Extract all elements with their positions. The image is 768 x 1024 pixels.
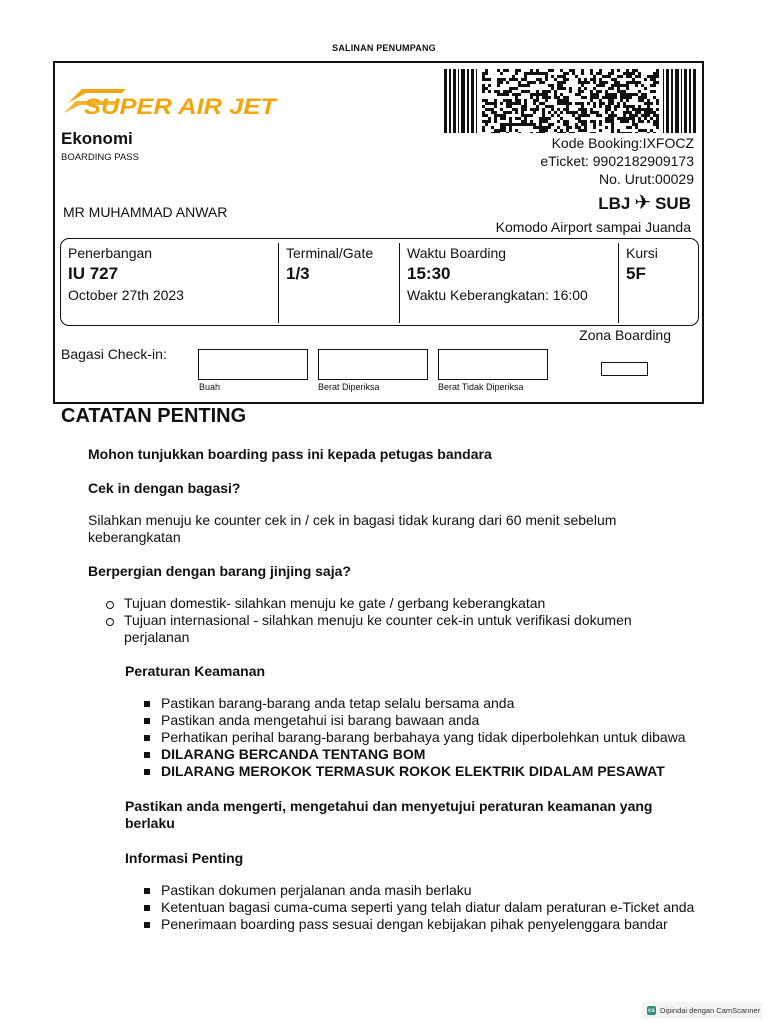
flight-label: Penerbangan	[68, 245, 153, 261]
info-heading: Informasi Penting	[125, 850, 244, 866]
cabin-baggage-list	[103, 595, 683, 646]
list-item: Perhatikan perihal barang-barang berbahaya yang tidak diperbolehkan untuk dibawa	[140, 729, 740, 746]
route	[598, 194, 691, 214]
checkin-text-line-2: keberangkatan	[88, 529, 181, 545]
checkin-text-line-1: Silahkan menuju ke counter cek in / cek in bagasi tidak kurang dari 60 menit sebelum	[88, 512, 617, 528]
cabin-baggage-heading: Berpergian dengan barang jinjing saja?	[88, 563, 351, 579]
baggage-pieces-label: Buah	[199, 382, 221, 392]
copy-label: SALINAN PENUMPANG	[332, 43, 436, 53]
boarding-time: 15:30	[407, 264, 451, 283]
seat-label: Kursi	[626, 245, 658, 261]
booking-code: Kode Booking:IXFOCZ	[551, 135, 694, 151]
notes-title: CATATAN PENTING	[61, 405, 247, 427]
list-item: Tujuan internasional - silahkan menuju ke counter cek-in untuk verifikasi dokumen perjalanan	[103, 612, 683, 646]
boarding-label: Waktu Boarding	[407, 245, 507, 261]
baggage-pieces-box	[198, 349, 308, 380]
svg-text:SUPER AIR JET: SUPER AIR JET	[84, 94, 278, 119]
baggage-unchecked-weight-box	[438, 349, 548, 380]
important-info-list	[140, 882, 695, 933]
flight-number: IU 727	[68, 264, 119, 283]
baggage-unchecked-weight-label: Berat Tidak Diperiksa	[438, 382, 524, 392]
booking-barcode	[444, 69, 696, 133]
checkin-heading: Cek in dengan bagasi?	[88, 480, 241, 496]
destination-code: SUB	[655, 194, 691, 213]
list-item: Tujuan domestik- silahkan menuju ke gate / gerbang keberangkatan	[103, 595, 683, 612]
flight-column	[61, 239, 277, 325]
gate-column	[279, 239, 398, 325]
eticket-number: eTicket: 9902182909173	[540, 153, 694, 169]
seat-column	[619, 239, 697, 325]
list-item: Ketentuan bagasi cuma-cuma seperti yang telah diatur dalam peraturan e-Ticket anda	[140, 899, 695, 916]
origin-code: LBJ	[598, 194, 631, 213]
list-item: DILARANG BERCANDA TENTANG BOM	[140, 746, 740, 763]
show-pass-note: Mohon tunjukkan boarding pass ini kepada petugas bandara	[88, 446, 492, 462]
gate-value: 1/3	[286, 264, 310, 283]
list-item: Pastikan dokumen perjalanan anda masih berlaku	[140, 882, 695, 899]
list-item: Penerimaan boarding pass sesuai dengan kebijakan pihak penyelenggara bandar	[140, 916, 695, 933]
list-item: Pastikan barang-barang anda tetap selalu bersama anda	[140, 695, 740, 712]
gate-label: Terminal/Gate	[286, 245, 374, 261]
boarding-pass-card	[53, 61, 704, 404]
list-item: Pastikan anda mengetahui isi barang bawaan anda	[140, 712, 740, 729]
security-heading: Peraturan Keamanan	[125, 663, 266, 679]
boarding-column	[400, 239, 618, 325]
list-item: DILARANG MEROKOK TERMASUK ROKOK ELEKTRIK DIDALAM PESAWAT	[140, 763, 740, 780]
baggage-checked-weight-box	[318, 349, 428, 380]
document-type: BOARDING PASS	[61, 152, 139, 163]
camscanner-icon: cs	[648, 1007, 655, 1014]
airplane-icon: ✈	[634, 192, 652, 214]
cabin-class: Ekonomi	[61, 129, 133, 148]
flight-date: October 27th 2023	[68, 287, 184, 303]
camscanner-watermark	[642, 1002, 762, 1019]
camscanner-label: Dipindai dengan CamScanner	[660, 1006, 761, 1015]
boarding-zone-label: Zona Boarding	[579, 327, 671, 343]
departure-time: Waktu Keberangkatan: 16:00	[407, 287, 588, 303]
sequence-number: No. Urut:00029	[599, 171, 694, 187]
super-air-jet-logo	[62, 81, 282, 121]
flight-details-box	[60, 238, 699, 326]
baggage-label: Bagasi Check-in:	[61, 346, 167, 362]
baggage-checked-weight-label: Berat Diperiksa	[318, 382, 380, 392]
agreement-text-line-1: Pastikan anda mengerti, mengetahui dan menyetujui peraturan keamanan yang	[125, 798, 653, 814]
boarding-zone-box	[601, 362, 648, 376]
agreement-text-line-2: berlaku	[125, 815, 175, 831]
booking-info	[540, 134, 694, 188]
seat-value: 5F	[626, 264, 646, 283]
passenger-name: MR MUHAMMAD ANWAR	[63, 204, 228, 220]
airport-names: Komodo Airport sampai Juanda	[495, 219, 691, 235]
security-rules-list	[140, 695, 740, 780]
